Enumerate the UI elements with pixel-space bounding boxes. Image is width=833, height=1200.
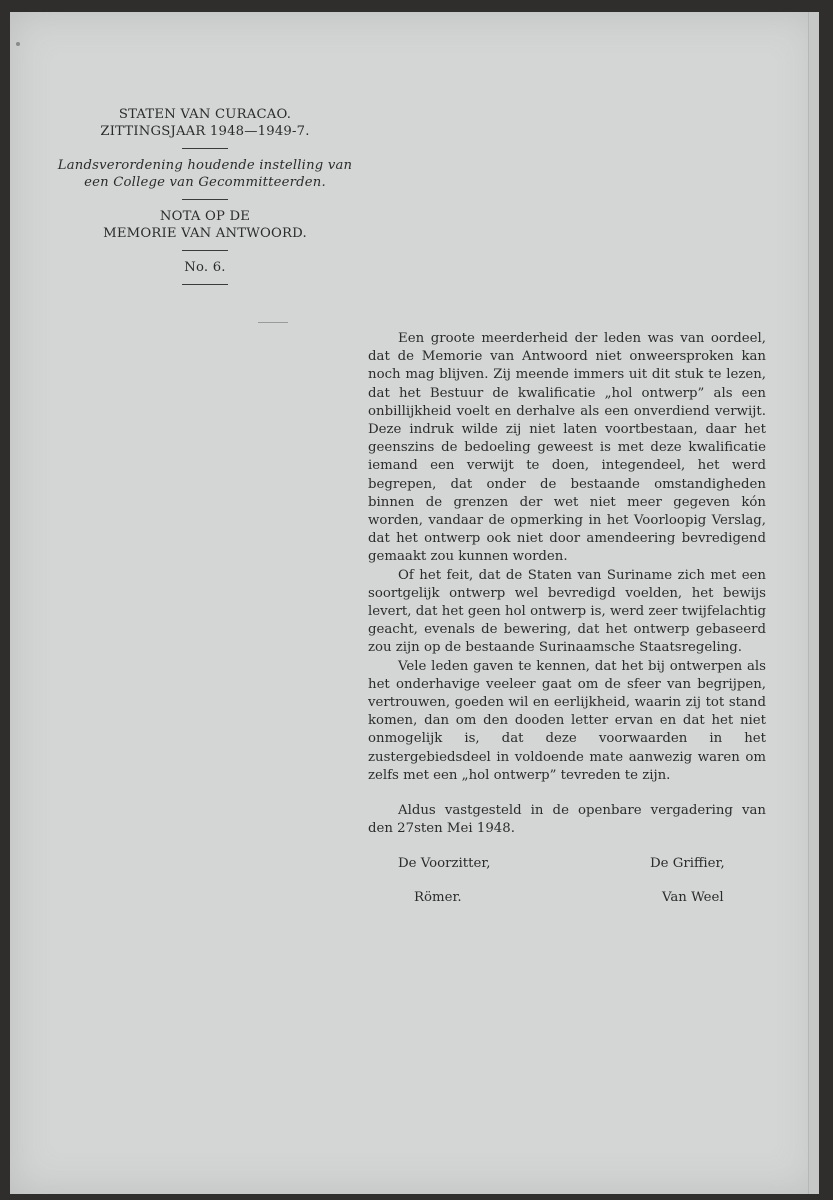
page-edge xyxy=(808,12,819,1194)
subject-line-1: Landsverordening houdende instelling van xyxy=(57,158,353,173)
header-divider xyxy=(182,250,228,251)
margin-speck xyxy=(16,42,20,46)
body-paragraph: Vele leden gaven te kennen, dat het bij ontwerpen als het onderhavige veeleer gaat om de sfeer van begrijpen, vertrouwen, goeden wil en eerlijkheid, waarin zij tot stand komen, dan om den dooden letter ervan en dat het niet onmogelijk is, dat deze voorwaarden in het zustergebiedsdeel in voldoende mate aanwezig waren om zelfs met een „hol ontwerp” tevreden te zijn. xyxy=(368,658,766,783)
subject-line-2: een College van Gecommitteerden. xyxy=(84,175,326,190)
session-year: ZITTINGSJAAR 1948—1949-7. xyxy=(100,124,310,139)
assembly-title: STATEN VAN CURACAO. xyxy=(118,107,292,122)
header-divider xyxy=(182,148,228,149)
header-divider xyxy=(182,284,228,285)
closing-statement: Aldus vastgesteld in de openbare vergadering van den 27sten Mei 1948. xyxy=(368,803,766,837)
document-number: No. 6. xyxy=(184,260,226,275)
chairman-label: De Voorzitter, xyxy=(398,856,491,871)
clerk-label: De Griffier, xyxy=(650,856,725,871)
document-type-line-1: NOTA OP DE xyxy=(159,209,251,224)
chairman-name: Römer. xyxy=(414,890,462,905)
faint-mark xyxy=(258,322,288,323)
body-paragraph: Een groote meerderheid der leden was van oordeel, dat de Memorie van Antwoord niet onweersproken kan noch mag blijven. Zij meende immers uit dit stuk te lezen, dat het Bestuur de kwalificatie „hol ontwerp” als een onbillijkheid voelt en derhalve als een onverdiend verwijt. Deze indruk wilde zij niet laten voortbestaan, daar het geenszins de bedoeling geweest is met deze kwalificatie iemand een verwijt te doen, integendeel, het werd begrepen, dat onder de bestaande omstandigheden binnen de grenzen der wet niet meer gegeven kón worden, vandaar de opmerking in het Voorloopig Verslag, dat het ontwerp ook niet door amendeering bevredigend gemaakt zou kunnen worden. xyxy=(368,331,766,565)
body-paragraph: Of het feit, dat de Staten van Suriname zich met een soortgelijk ontwerp wel bevredigd voelden, het bewijs levert, dat het geen hol ontwerp is, werd zeer twijfelachtig geacht, evenals de bewering, dat het ontwerp gebaseerd zou zijn op de bestaande Surinaamsche Staatsregeling. xyxy=(368,567,766,656)
clerk-name: Van Weel xyxy=(662,890,724,905)
document-page xyxy=(10,12,818,1194)
document-body xyxy=(368,330,766,785)
header-divider xyxy=(182,199,228,200)
document-header xyxy=(40,106,370,293)
document-type-line-2: MEMORIE VAN ANTWOORD. xyxy=(103,226,307,241)
